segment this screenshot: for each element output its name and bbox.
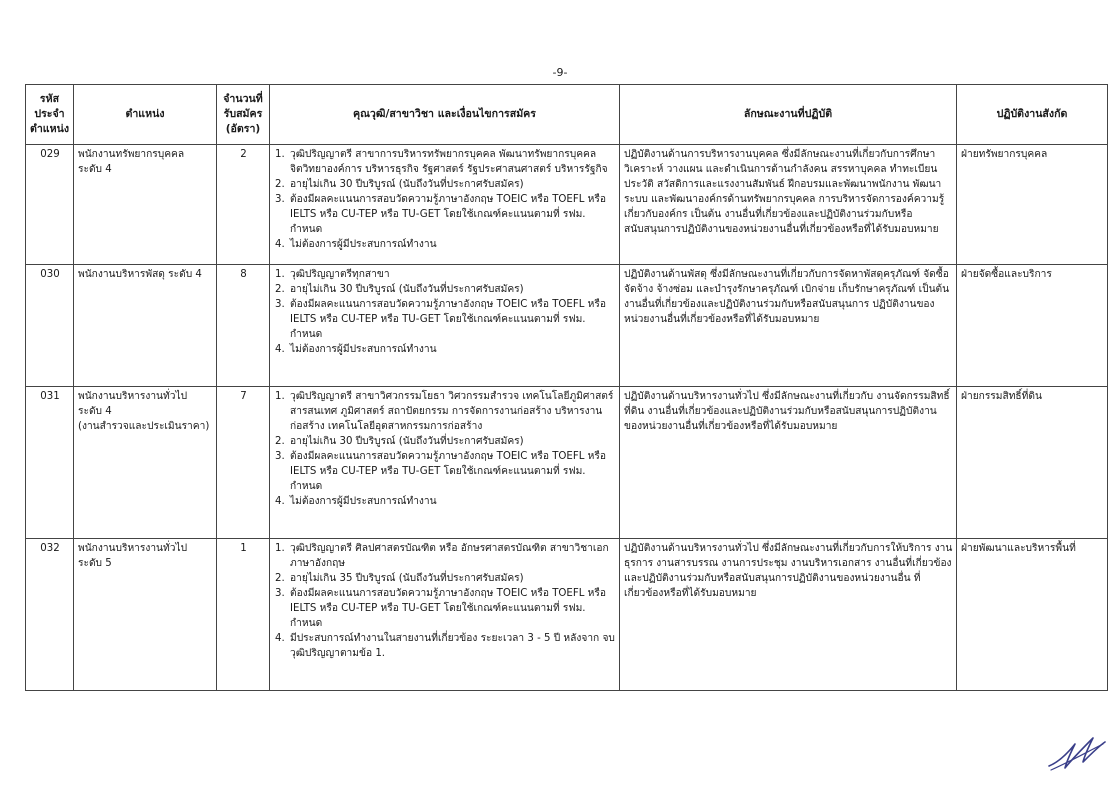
header-unit: ปฏิบัติงานสังกัด [957,85,1108,145]
header-position: ตำแหน่ง [74,85,217,145]
table-row [26,539,1108,691]
position-code: 032 [26,539,74,691]
qualifications-cell [270,145,620,265]
position-count: 7 [217,387,270,539]
unit-cell: ฝ่ายพัฒนาและบริหารพื้นที่ [957,539,1108,691]
position-name [74,145,217,265]
qualification-item: 4. มีประสบการณ์ทำงานในสายงานที่เกี่ยวข้อง ระยะเวลา 3 - 5 ปี หลังจาก จบวุฒิปริญญาตามข้อ 1. [288,631,616,661]
duties-cell: ปฏิบัติงานด้านพัสดุ ซึ่งมีลักษณะงานที่เกี่ยวกับการจัดหาพัสดุครุภัณฑ์ จัดซื้อ จัดจ้าง จ้างซ่อม และบำรุงรักษาครุภัณฑ์ เบิกจ่าย เก็บรักษาครุภัณฑ์ เป็นต้น งานอื่นที่เกี่ยวข้องและปฏิบัติงานร่วมกับหรือสนับสนุนการ ปฏิบัติงานของหน่วยงานอื่นที่เกี่ยวข้องหรือที่ได้รับมอบหมาย [620,265,957,387]
duties-cell: ปฏิบัติงานด้านบริหารงานทั่วไป ซึ่งมีลักษณะงานที่เกี่ยวกับการให้บริการ งานธุรการ งานสารบรรณ งานการประชุม งานบริหารเอกสาร งานอื่นที่เกี่ยวข้อง และปฏิบัติงานร่วมกับหรือสนับสนุนการปฏิบัติงานของหน่วยงานอื่น ที่เกี่ยวข้องหรือที่ได้รับมอบหมาย [620,539,957,691]
table-header-row [26,85,1108,145]
page-number: -9- [552,66,568,79]
position-code: 029 [26,145,74,265]
position-count: 2 [217,145,270,265]
position-name [74,387,217,539]
position-name-line: ระดับ 4 [78,406,112,417]
qualifications-list [274,147,616,252]
header-count: จำนวนที่ รับสมัคร (อัตรา) [217,85,270,145]
qualification-item: 2. อายุไม่เกิน 35 ปีบริบูรณ์ (นับถึงวันที่ประกาศรับสมัคร) [288,571,616,586]
position-name-line: พนักงานบริหารงานทั่วไป [78,391,188,402]
qualification-item: 1. วุฒิปริญญาตรี สาขาวิศวกรรมโยธา วิศวกรรมสำรวจ เทคโนโลยีภูมิศาสตร์ สารสนเทศ ภูมิศาสตร์ สถาปัตยกรรม การจัดการงานก่อสร้าง บริหารงานก่อสร้าง เทคโนโลยีอุตสาหกรรมการก่อสร้าง [288,389,616,434]
header-duties: ลักษณะงานที่ปฏิบัติ [620,85,957,145]
position-code: 031 [26,387,74,539]
qualification-item: 3. ต้องมีผลคะแนนการสอบวัดความรู้ภาษาอังกฤษ TOEIC หรือ TOEFL หรือ IELTS หรือ CU-TEP หรือ TU-GET โดยใช้เกณฑ์คะแนนตามที่ รฟม. กำหนด [288,586,616,631]
position-name [74,265,217,387]
position-name-line: ระดับ 5 [78,558,112,569]
position-name-line: (งานสำรวจและประเมินราคา) [78,421,210,432]
qualification-item: 2. อายุไม่เกิน 30 ปีบริบูรณ์ (นับถึงวันที่ประกาศรับสมัคร) [288,434,616,449]
qualification-item: 2. อายุไม่เกิน 30 ปีบริบูรณ์ (นับถึงวันที่ประกาศรับสมัคร) [288,282,616,297]
header-code: รหัส ประจำ ตำแหน่ง [26,85,74,145]
position-count: 8 [217,265,270,387]
qualification-item: 3. ต้องมีผลคะแนนการสอบวัดความรู้ภาษาอังกฤษ TOEIC หรือ TOEFL หรือ IELTS หรือ CU-TEP หรือ TU-GET โดยใช้เกณฑ์คะแนนตามที่ รฟม. กำหนด [288,449,616,494]
position-count: 1 [217,539,270,691]
position-name-line: พนักงานบริหารงานทั่วไป [78,543,188,554]
qualification-item: 4. ไม่ต้องการผู้มีประสบการณ์ทำงาน [288,237,616,252]
qualification-item: 1. วุฒิปริญญาตรีทุกสาขา [288,267,616,282]
qualification-item: 2. อายุไม่เกิน 30 ปีบริบูรณ์ (นับถึงวันที่ประกาศรับสมัคร) [288,177,616,192]
qualification-item: 3. ต้องมีผลคะแนนการสอบวัดความรู้ภาษาอังกฤษ TOEIC หรือ TOEFL หรือ IELTS หรือ CU-TEP หรือ TU-GET โดยใช้เกณฑ์คะแนนตามที่ รฟม. กำหนด [288,192,616,237]
table-row [26,387,1108,539]
qualification-item: 3. ต้องมีผลคะแนนการสอบวัดความรู้ภาษาอังกฤษ TOEIC หรือ TOEFL หรือ IELTS หรือ CU-TEP หรือ TU-GET โดยใช้เกณฑ์คะแนนตามที่ รฟม. กำหนด [288,297,616,342]
qualification-item: 1. วุฒิปริญญาตรี ศิลปศาสตรบัณฑิต หรือ อักษรศาสตรบัณฑิต สาขาวิชาเอก ภาษาอังกฤษ [288,541,616,571]
header-qualifications: คุณวุฒิ/สาขาวิชา และเงื่อนไขการสมัคร [270,85,620,145]
qualifications-cell [270,265,620,387]
position-name-line: พนักงานทรัพยากรบุคคล [78,149,185,160]
position-code: 030 [26,265,74,387]
table-row [26,265,1108,387]
position-name [74,539,217,691]
duties-cell: ปฏิบัติงานด้านการบริหารงานบุคคล ซึ่งมีลักษณะงานที่เกี่ยวกับการศึกษา วิเคราะห์ วางแผน และดำเนินการด้านกำลังคน สรรหาบุคคล ทำทะเบียนประวัติ สวัสดิการและแรงงานสัมพันธ์ ฝึกอบรมและพัฒนาพนักงาน พัฒนาระบบ และพัฒนาองค์กรด้านทรัพยากรบุคคล การบริหารจัดการองค์ความรู้ เกี่ยวกับองค์กร เป็นต้น งานอื่นที่เกี่ยวข้องและปฏิบัติงานร่วมกับหรือ สนับสนุนการปฏิบัติงานของหน่วยงานอื่นที่เกี่ยวข้องหรือที่ได้รับมอบหมาย [620,145,957,265]
position-name-line: พนักงานบริหารพัสดุ ระดับ 4 [78,269,202,280]
signature-mark [1045,732,1107,772]
unit-cell: ฝ่ายกรรมสิทธิ์ที่ดิน [957,387,1108,539]
table-row [26,145,1108,265]
qualifications-list [274,267,616,357]
qualifications-cell [270,539,620,691]
positions-table [25,84,1108,691]
qualifications-list [274,389,616,509]
qualification-item: 4. ไม่ต้องการผู้มีประสบการณ์ทำงาน [288,342,616,357]
qualification-item: 4. ไม่ต้องการผู้มีประสบการณ์ทำงาน [288,494,616,509]
qualifications-list [274,541,616,661]
unit-cell: ฝ่ายทรัพยากรบุคคล [957,145,1108,265]
unit-cell: ฝ่ายจัดซื้อและบริการ [957,265,1108,387]
qualification-item: 1. วุฒิปริญญาตรี สาขาการบริหารทรัพยากรบุคคล พัฒนาทรัพยากรบุคคล จิตวิทยาองค์การ บริหารธุรกิจ รัฐศาสตร์ รัฐประศาสนศาสตร์ บริหารรัฐกิจ [288,147,616,177]
duties-cell: ปฏิบัติงานด้านบริหารงานทั่วไป ซึ่งมีลักษณะงานที่เกี่ยวกับ งานจัดกรรมสิทธิ์ที่ดิน งานอื่นที่เกี่ยวข้องและปฏิบัติงานร่วมกับหรือสนับสนุนการปฏิบัติงาน ของหน่วยงานอื่นที่เกี่ยวข้องหรือที่ได้รับมอบหมาย [620,387,957,539]
qualifications-cell [270,387,620,539]
position-name-line: ระดับ 4 [78,164,112,175]
